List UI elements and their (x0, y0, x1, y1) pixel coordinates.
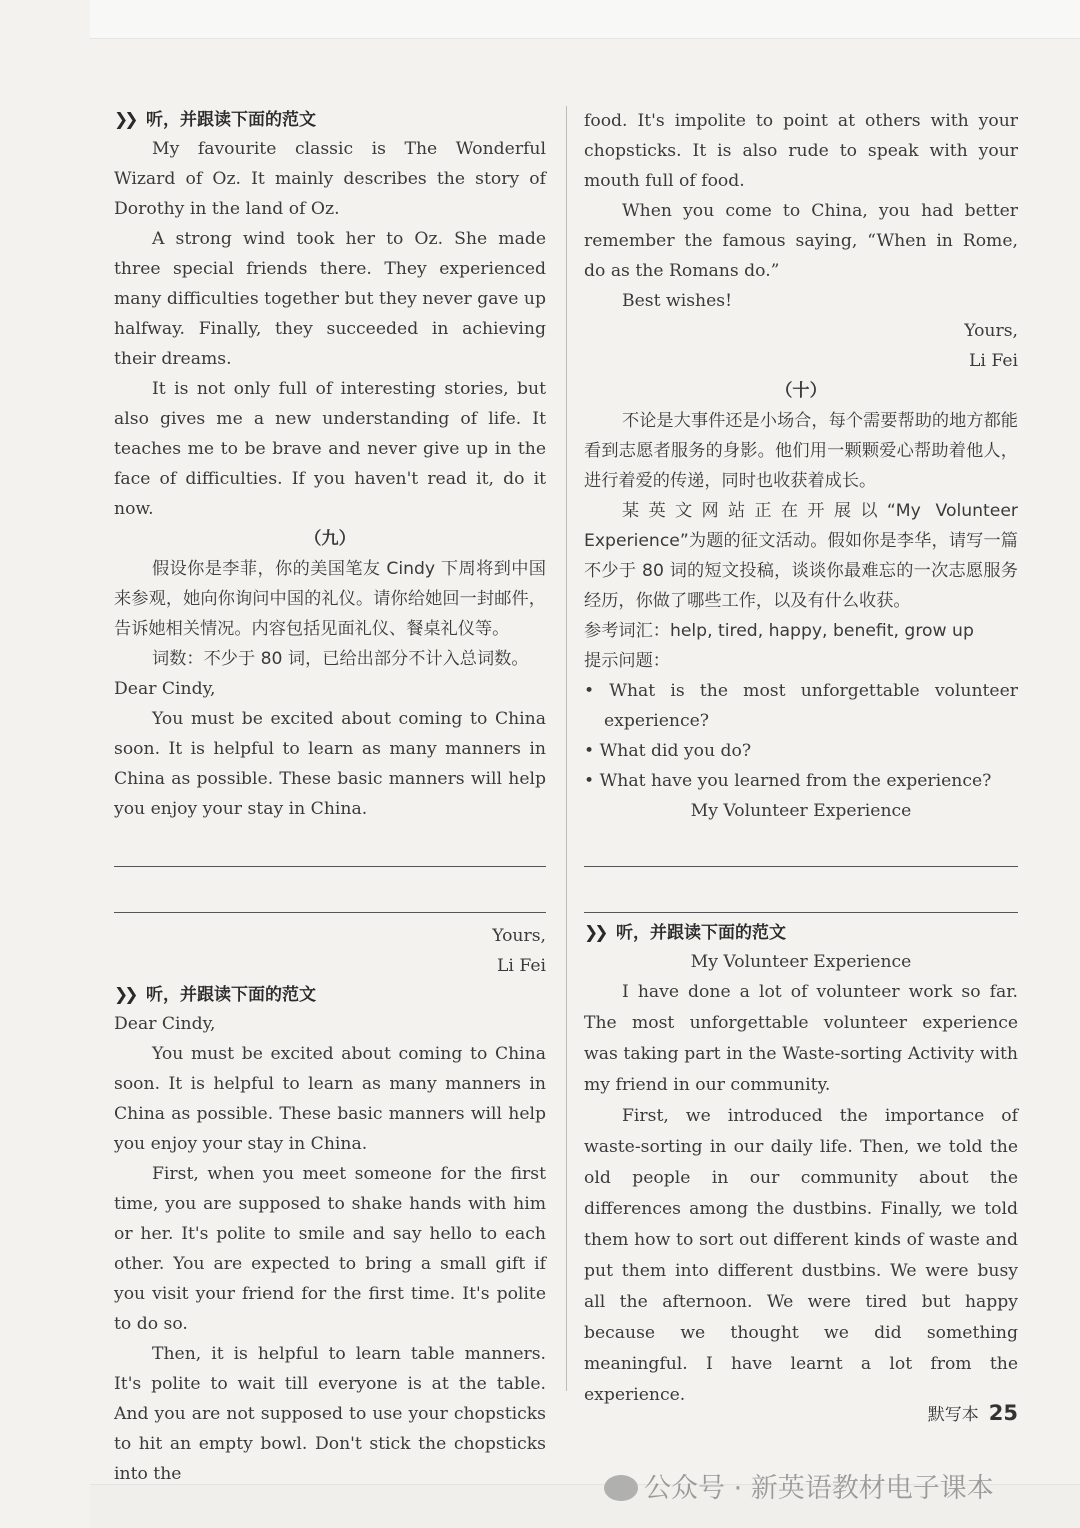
model-para: First, when you meet someone for the first time, you are supposed to shake hands with him or her. It's polite to smile and say hello to each other. You are expected to bring a small gift if you visit your friend for the first time. It's polite to do so. (114, 1164, 546, 1334)
closing: Yours, (492, 926, 546, 946)
model-salutation: Dear Cindy, (114, 1014, 216, 1034)
model-para: I have done a lot of volunteer work so far. The most unforgettable volunteer experience was taking part in the Waste-sorting Activity with my friend in our community. (584, 982, 1018, 1095)
model-para: You must be excited about coming to China soon. It is helpful to learn as many manners in China as possible. These basic manners will help you enjoy your stay in China. (114, 1044, 546, 1154)
page-footer (928, 1400, 1018, 1425)
model-para: food. It's impolite to point at others with your chopsticks. It is also rude to speak with your mouth full of food. (584, 111, 1018, 191)
section-number: （九） (304, 529, 356, 549)
task-background: 不论是大事件还是小场合，每个需要帮助的地方都能看到志愿者服务的身影。他们用一颗颗爱心帮助着他人，进行着爱的传递，同时也收获着成长。 (584, 411, 1018, 491)
model-para: When you come to China, you had better remember the famous saying, “When in Rome, do as the Romans do.” (584, 201, 1018, 281)
closing: Yours, (964, 321, 1018, 341)
column-divider (566, 106, 567, 1391)
task-instructions: 某英文网站正在开展以“My Volunteer Experience”为题的征文活动。假如你是李华，请写一篇不少于 80 词的短文投稿，谈谈你最难忘的一次志愿服务经历，你做了哪些工作，以及有什么收获。 (584, 501, 1018, 611)
model-para: Then, it is helpful to learn table manners. It's polite to wait till everyone is at the table. And you are not supposed to use your chopsticks to hit an empty bowl. Don't stick the chopsticks into the (114, 1344, 546, 1484)
passage-para: A strong wind took her to Oz. She made three special friends there. They experienced many difficulties together but they never gave up halfway. Finally, they succeeded in achieving their dreams. (114, 229, 546, 369)
task-instructions: 假设你是李菲，你的美国笔友 Cindy 下周将到中国来参观，她向你询问中国的礼仪。请你给她回一封邮件，告诉她相关情况。内容包括见面礼仪、餐桌礼仪等。 (114, 559, 546, 639)
prompt-question: • What is the most unforgettable volunteer experience? (584, 681, 1018, 731)
listen-header: ❯❯ 听，并跟读下面的范文 (114, 981, 546, 1009)
listen-header: ❯❯ 听，并跟读下面的范文 (584, 919, 1018, 947)
listen-header: ❯❯ 听，并跟读下面的范文 (114, 106, 546, 134)
signature: Li Fei (968, 351, 1018, 371)
prompt-question: • What did you do? (584, 741, 752, 761)
passage-para: My favourite classic is The Wonderful Wizard of Oz. It mainly describes the story of Dorothy in the land of Oz. (114, 139, 546, 219)
essay-title: My Volunteer Experience (690, 801, 912, 821)
footer-label: 默写本 (927, 1405, 979, 1425)
double-chevron-icon: ❯❯ (114, 985, 135, 1005)
right-column (584, 106, 1018, 1411)
prompt-question: • What have you learned from the experience? (584, 771, 992, 791)
top-band (90, 0, 1080, 39)
reference-vocab: 参考词汇：help, tired, happy, benefit, grow up (584, 621, 974, 641)
model-closing-wish: Best wishes! (622, 291, 732, 311)
watermark: 公众号 · 新英语教材电子课本 (604, 1466, 994, 1505)
wechat-icon (604, 1475, 638, 1501)
letter-intro: You must be excited about coming to China soon. It is helpful to learn as many manners in China as possible. These basic manners will help you enjoy your stay in China. (114, 709, 546, 819)
prompt-label: 提示问题： (584, 651, 670, 671)
double-chevron-icon: ❯❯ (114, 110, 135, 130)
double-chevron-icon: ❯❯ (584, 923, 605, 943)
salutation: Dear Cindy, (114, 679, 216, 699)
page-number: 25 (988, 1401, 1018, 1425)
passage-para: It is not only full of interesting stories, but also gives me a new understanding of life. It teaches me to be brave and never give up in the face of difficulties. If you haven't read it, do it now. (114, 379, 546, 519)
section-number: （十） (775, 381, 827, 401)
writing-line (114, 912, 546, 913)
model-title: My Volunteer Experience (690, 952, 912, 972)
word-count-note: 词数：不少于 80 词，已给出部分不计入总词数。 (152, 649, 529, 669)
model-para: First, we introduced the importance of waste-sorting in our daily life. Then, we told the old people in our community about the differences among the dustbins. Finally, we told them how to sort out different kinds of waste and put them into different dustbins. We were busy all the afternoon. We were tired but happy because we thought we did something meaningful. I have learnt a lot from the experience. (584, 1106, 1018, 1405)
signature: Li Fei (496, 956, 546, 976)
left-column (114, 106, 546, 1489)
